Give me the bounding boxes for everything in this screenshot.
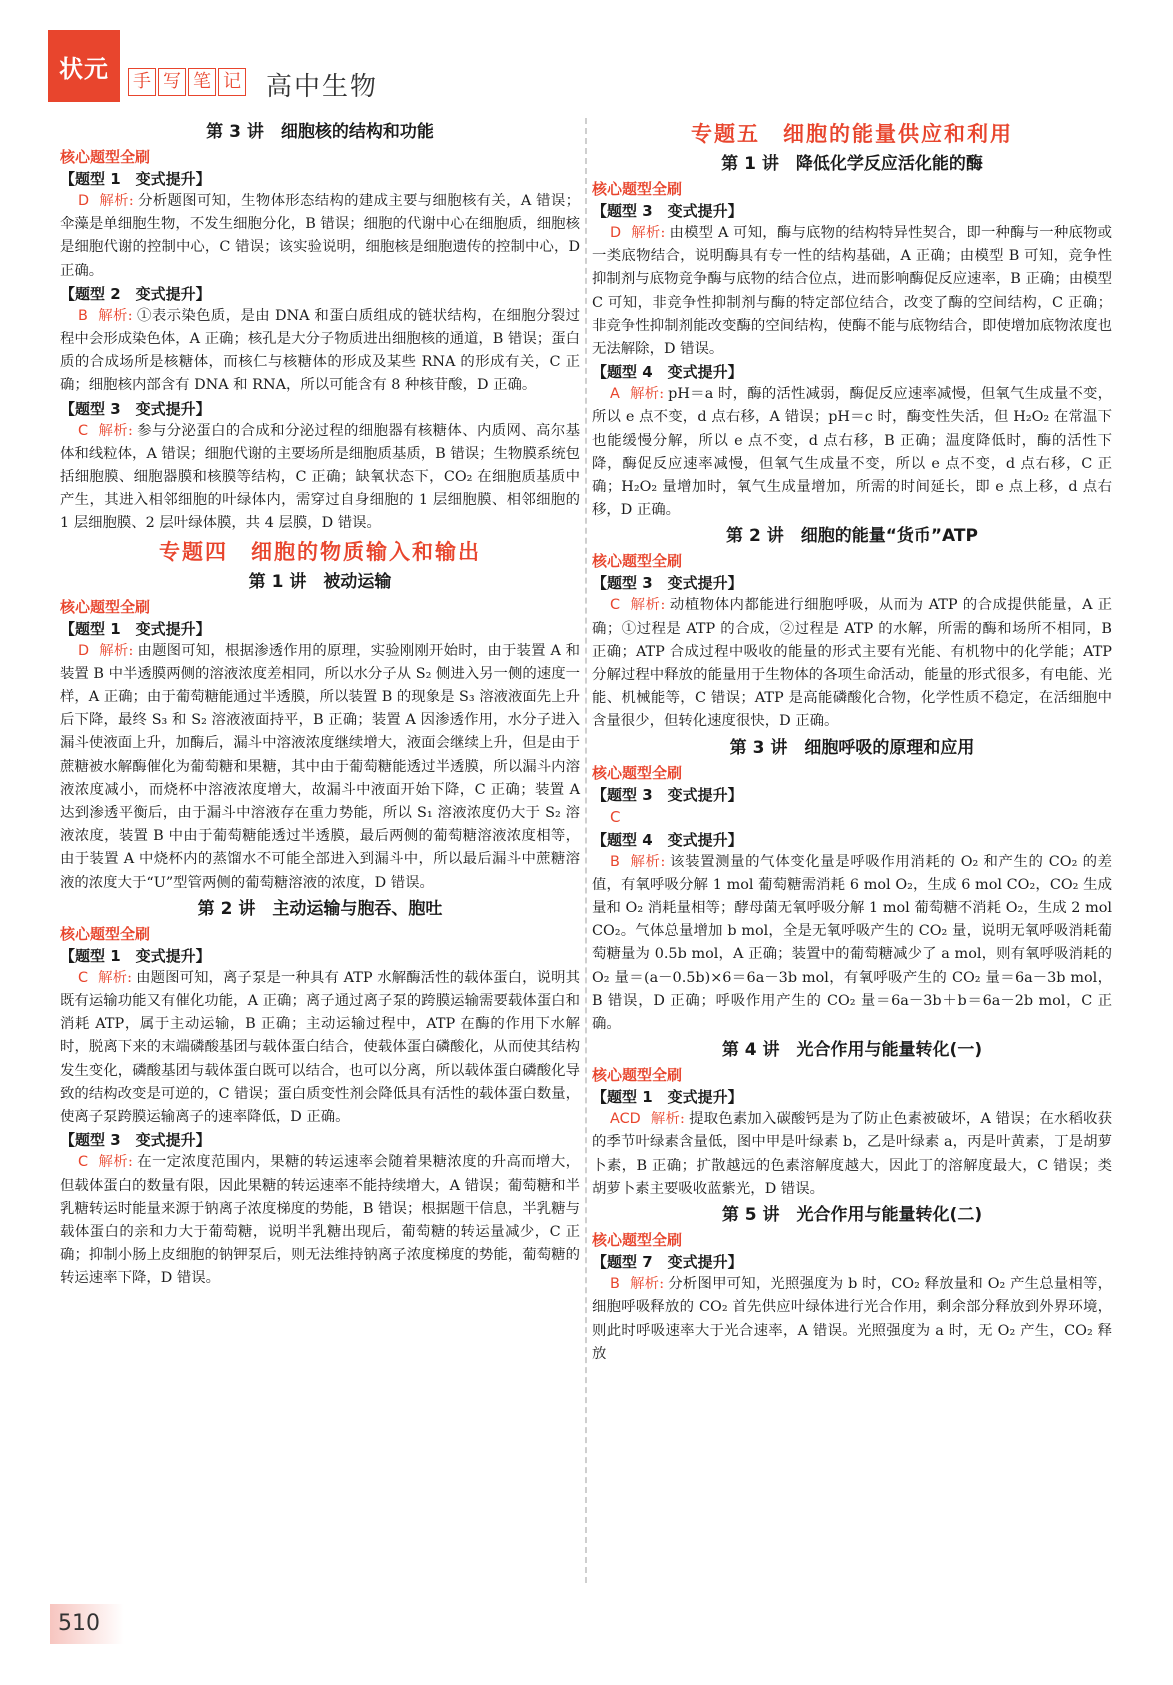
analysis-text: ①表示染色质，是由 DNA 和蛋白质组成的链状结构，在细胞分裂过程中会形成染色体，A 正确；核孔是大分子物质进出细胞核的通道，B 错误；蛋白质的合成场所是核糖体，而核仁与核糖体的形成及某些 RNA 的形成有关，C 正确；细胞核内部含有 DNA 和 RNA，所以可能含有 8 种核苷酸，D 正确。 (60, 307, 580, 394)
answer-paragraph (60, 420, 580, 536)
page-number: 510 (50, 1604, 124, 1644)
answer-key: C (78, 969, 89, 986)
analysis-label: 解析: (99, 193, 134, 209)
lecture-title: 第 1 讲 降低化学反应活化能的酶 (721, 154, 983, 174)
question-type-label: 【题型 1 变式提升】 (60, 170, 211, 188)
question-type-label: 【题型 3 变式提升】 (60, 1131, 211, 1150)
analysis-text: pH＝a 时，酶的活性减弱，酶促反应速率减慢，但氧气生成量不变，所以 e 点不变，d 点右移，A 错误；pH＝c 时，酶变性失活，但 H₂O₂ 在常温下也能缓慢分解，所以 e 点不变，d 点右移，B 正确；温度降低时，酶的活性下降，酶促反应速率减慢，但氧气生成量不变，所以 e 点不变，d 点右移，C 正确；H₂O₂ 量增加时，氧气生成量增加，所需的时间延长，即 e 点上移，d 点右移，D 正确。 (592, 386, 1112, 519)
analysis-text: 该装置测量的气体变化量是呼吸作用消耗的 O₂ 和产生的 CO₂ 的差值，有氧呼吸分解 1 mol 葡萄糖需消耗 6 mol O₂，生成 6 mol CO₂，CO₂ 生成量和 O₂ 消耗量相等；酵母菌无氧呼吸分解 1 mol 葡萄糖不消耗 O₂，生成 2 mol CO₂。气体总量增加 b mol，全是无氧呼吸产生的 CO₂ 量，说明无氧呼吸消耗葡萄糖量为 0.5b mol，A 正确；装置中的葡萄糖减少了 a mol，则有氧呼吸消耗的 O₂ 量＝(a－0.5b)×6＝6a－3b mol，有氧呼吸产生的 CO₂ 量＝6a－3b mol，B 错误，D 正确；呼吸作用产生的 CO₂ 量＝6a－3b＋b＝6a－2b mol，C 正确。 (592, 853, 1112, 1033)
lecture-title: 第 4 讲 光合作用与能量转化(一) (721, 1040, 983, 1061)
answer-paragraph (60, 190, 580, 283)
question-type-label: 【题型 4 变式提升】 (592, 363, 743, 382)
answer-key: C (610, 597, 621, 614)
analysis-label: 解析: (98, 969, 132, 986)
analysis-label: 解析: (650, 1111, 685, 1128)
answer-paragraph (592, 383, 1112, 522)
lecture-title: 第 3 讲 细胞呼吸的原理和应用 (729, 737, 975, 758)
analysis-label: 解析: (631, 225, 666, 241)
series-char: 笔 (188, 68, 216, 96)
analysis-label: 解析: (630, 597, 666, 614)
answer-key: D (78, 642, 90, 659)
series-char: 写 (158, 68, 186, 96)
lecture-title: 第 3 讲 细胞核的结构和功能 (206, 122, 434, 142)
question-type-label: 【题型 1 变式提升】 (60, 619, 211, 638)
lecture-title: 第 2 讲 细胞的能量“货币”ATP (726, 526, 978, 547)
analysis-label: 解析: (99, 642, 134, 659)
analysis-text: 由模型 A 可知，酶与底物的结构特异性契合，即一种酶与一种底物或一类底物结合，说明酶具有专一性的结构基础，A 正确；由模型 B 可知，竞争性抑制剂与底物竞争酶与底物的结合位点，进而影响酶促反应速率，B 正确；由模型 C 可知，非竞争性抑制剂与酶的特定部位结合，改变了酶的空间结构，C 正确；非竞争性抑制剂能改变酶的空间结构，使酶不能与底物结合，即使增加底物浓度也无法解除，D 错误。 (592, 225, 1112, 358)
question-type-label: 【题型 3 变式提升】 (592, 785, 743, 804)
answer-key: D (78, 193, 90, 209)
analysis-label: 解析: (97, 307, 133, 324)
analysis-label: 解析: (98, 422, 133, 439)
section-label: 核心题型全刷 (60, 148, 151, 166)
question-type-label: 【题型 2 变式提升】 (60, 284, 211, 303)
topic-title: 专题四 细胞的物质输入和输出 (159, 539, 481, 564)
analysis-text: 分析图甲可知，光照强度为 b 时，CO₂ 释放量和 O₂ 产生总量相等，细胞呼吸释放的 CO₂ 首先供应叶绿体进行光合作用，剩余部分释放到外界环境，则此时呼吸速率大于光合速率，A 错误。光照强度为 a 时，无 O₂ 产生，CO₂ 释放 (592, 1276, 1112, 1362)
lecture-title: 第 2 讲 主动运输与胞吞、胞吐 (197, 898, 443, 919)
analysis-text: 由题图可知，根据渗透作用的原理，实验刚刚开始时，由于装置 A 和装置 B 中半透膜两侧的溶液浓度差相同，所以水分子从 S₂ 侧进入另一侧的速度一样，A 正确；由于葡萄糖能通过半透膜，所以装置 B 的现象是 S₃ 溶液液面先上升后下降，最终 S₃ 和 S₂ 溶液液面持平，B 正确；装置 A 因渗透作用，水分子进入漏斗使液面上升，加酶后，漏斗中溶液浓度继续增大，液面会继续上升，但是由于蔗糖被水解酶催化为葡萄糖和果糖，其中由于葡萄糖能透过半透膜，所以漏斗内溶液浓度减小，而烧杯中溶液浓度增大，故漏斗中液面开始下降，C 正确；装置 A 达到渗透平衡后，由于漏斗中溶液存在重力势能，所以 S₁ 溶液浓度仍大于 S₂ 溶液浓度，装置 B 中由于葡萄糖能透过半透膜，最后两侧的葡萄糖溶液浓度相等，由于装置 A 中烧杯内的蒸馏水不可能全部进入到漏斗中，所以最后漏斗中蔗糖溶液的浓度大于“U”型管两侧的葡萄糖溶液的浓度，D 错误。 (60, 642, 580, 891)
answer-key: B (78, 307, 88, 324)
analysis-text: 提取色素加入碳酸钙是为了防止色素被破坏，A 错误；在水稻收获的季节叶绿素含量低，图中甲是叶绿素 b，乙是叶绿素 a，丙是叶黄素，丁是胡萝卜素，B 正确；扩散越远的色素溶解度越大，因此丁的溶解度最大，C 错误；类胡萝卜素主要吸收蓝紫光，D 错误。 (592, 1111, 1112, 1197)
analysis-text: 参与分泌蛋白的合成和分泌过程的细胞器有核糖体、内质网、高尔基体和线粒体，A 错误；细胞代谢的主要场所是细胞质基质，B 错误；生物膜系统包括细胞膜、细胞器膜和核膜等结构，C 正确；缺氧状态下，CO₂ 在细胞质基质中产生，其进入相邻细胞的叶绿体内，需穿过自身细胞的 1 层细胞膜、相邻细胞的 1 层细胞膜、2 层叶绿体膜，共 4 层膜，D 错误。 (60, 422, 580, 532)
question-type-label: 【题型 1 变式提升】 (592, 1088, 743, 1107)
subject-title: 高中生物 (266, 72, 379, 102)
answer-paragraph (60, 967, 580, 1129)
section-label: 核心题型全刷 (60, 924, 151, 943)
section-label: 核心题型全刷 (592, 1231, 683, 1250)
page-header (0, 0, 1173, 110)
analysis-label: 解析: (629, 853, 666, 870)
lecture-title: 第 5 讲 光合作用与能量转化(二) (721, 1205, 983, 1226)
analysis-label: 解析: (629, 1276, 665, 1293)
left-column (60, 118, 580, 1291)
answer-key: C (610, 807, 621, 826)
section-label: 核心题型全刷 (592, 180, 683, 198)
series-label (128, 68, 248, 94)
analysis-text: 在一定浓度范围内，果糖的转运速率会随着果糖浓度的升高而增大，但载体蛋白的数量有限，因此果糖的转运速率不能持续增大，A 错误；葡萄糖和半乳糖转运时能量来源于钠离子浓度梯度的势能，B 错误；根据题干信息，半乳糖与载体蛋白的亲和力大于葡萄糖，说明半乳糖出现后，葡萄糖的转运量减少，C 正确；抑制小肠上皮细胞的钠钾泵后，则无法维持钠离子浓度梯度的势能，葡萄糖的转运速率下降，D 错误。 (60, 1154, 580, 1287)
question-type-label: 【题型 3 变式提升】 (60, 399, 211, 418)
section-label: 核心题型全刷 (592, 763, 683, 782)
answer-paragraph (60, 305, 580, 398)
series-char: 记 (218, 68, 246, 96)
question-type-label: 【题型 3 变式提升】 (592, 574, 743, 593)
answer-paragraph (592, 1273, 1112, 1366)
answer-paragraph (592, 222, 1112, 361)
analysis-label: 解析: (98, 1154, 133, 1171)
right-column (592, 118, 1112, 1366)
brand-logo: 状元 (48, 30, 120, 102)
section-label: 核心题型全刷 (592, 1066, 683, 1085)
question-type-label: 【题型 1 变式提升】 (60, 946, 211, 965)
lecture-title: 第 1 讲 被动运输 (248, 571, 392, 592)
analysis-text: 分析题图可知，生物体形态结构的建成主要与细胞核有关，A 错误；伞藻是单细胞生物，不发生细胞分化，B 错误；细胞的代谢中心在细胞质，细胞核是细胞代谢的控制中心，C 错误；该实验说明，细胞核是细胞遗传的控制中心，D 正确。 (60, 193, 580, 279)
answer-key: C (78, 422, 89, 439)
answer-paragraph (592, 851, 1112, 1037)
column-divider (585, 118, 587, 1583)
answer-paragraph (592, 594, 1112, 733)
section-label: 核心题型全刷 (60, 597, 151, 616)
answer-key: B (610, 1276, 620, 1293)
answer-paragraph (60, 1151, 580, 1290)
answer-key: C (78, 1154, 89, 1171)
analysis-label: 解析: (629, 386, 665, 403)
answer-paragraph (592, 1108, 1112, 1201)
series-char: 手 (128, 68, 156, 96)
answer-key: A (610, 386, 620, 403)
answer-key: ACD (610, 1111, 641, 1128)
question-type-label: 【题型 3 变式提升】 (592, 202, 743, 220)
question-type-label: 【题型 7 变式提升】 (592, 1253, 743, 1272)
question-type-label: 【题型 4 变式提升】 (592, 830, 743, 849)
topic-title: 专题五 细胞的能量供应和利用 (691, 122, 1013, 146)
section-label: 核心题型全刷 (592, 552, 683, 571)
analysis-text: 动植物体内都能进行细胞呼吸，从而为 ATP 的合成提供能量，A 正确；①过程是 ATP 的合成，②过程是 ATP 的水解，所需的酶和场所不相同，B 正确；ATP 合成过程中吸收的能量的形式主要有光能、有机物中的化学能；ATP 分解过程中释放的能量用于生物体的各项生命活动，能量的形式很多，有电能、光能、机械能等，C 错误；ATP 是高能磷酸化合物，化学性质不稳定，在活细胞中含量很少，但转化速度很快，D 正确。 (592, 597, 1112, 730)
analysis-text: 由题图可知，离子泵是一种具有 ATP 水解酶活性的载体蛋白，说明其既有运输功能又有催化功能，A 正确；离子通过离子泵的跨膜运输需要载体蛋白和消耗 ATP，属于主动运输，B 正确；主动运输过程中，ATP 在酶的作用下水解时，脱离下来的末端磷酸基团与载体蛋白结合，使载体蛋白磷酸化，从而使其结构发生变化，磷酸基团与载体蛋白既可以结合，也可以分离，所以载体蛋白磷酸化导致的结构改变是可逆的，C 错误；蛋白质变性剂会降低具有活性的载体蛋白数量，使离子泵跨膜运输离子的速率降低，D 正确。 (60, 969, 580, 1126)
answer-key: B (610, 853, 620, 870)
answer-key: D (610, 225, 622, 241)
answer-paragraph (60, 640, 580, 895)
